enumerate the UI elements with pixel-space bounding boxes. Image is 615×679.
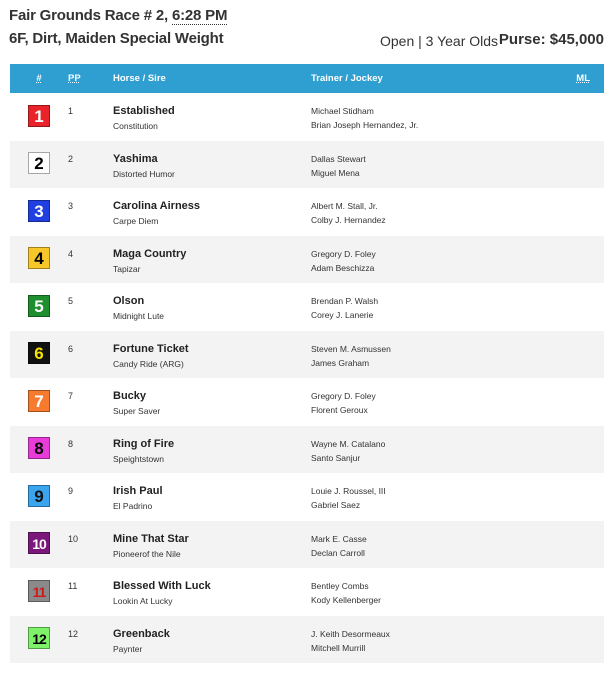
col-header-trainer-jockey: Trainer / Jockey xyxy=(311,73,383,84)
morning-line-odds xyxy=(531,141,604,189)
entry-row xyxy=(10,473,604,521)
morning-line-odds xyxy=(531,236,604,284)
sire-name: Lookin At Lucky xyxy=(113,596,173,606)
col-header-pp[interactable]: PP xyxy=(68,73,81,84)
trainer-name: Brendan P. Walsh xyxy=(311,296,379,306)
morning-line-odds xyxy=(531,378,604,426)
sire-name: Constitution xyxy=(113,121,158,131)
sire-name: El Padrino xyxy=(113,501,153,511)
trainer-name: Louie J. Roussel, III xyxy=(311,486,386,496)
post-position: 6 xyxy=(68,343,74,354)
morning-line-odds xyxy=(531,188,604,236)
post-position: 5 xyxy=(68,296,74,306)
race-header xyxy=(0,0,615,64)
entry-row xyxy=(10,568,604,616)
saddle-cloth-number: 4 xyxy=(28,247,50,269)
horse-name[interactable]: Bucky xyxy=(113,390,147,402)
entry-row xyxy=(10,283,604,331)
jockey-name: Declan Carroll xyxy=(311,547,365,558)
horse-name[interactable]: Irish Paul xyxy=(113,485,163,497)
entry-row xyxy=(10,616,604,664)
race-purse: Purse: $45,000 xyxy=(498,31,604,48)
jockey-name: Mitchell Murrill xyxy=(311,642,366,653)
trainer-name: Dallas Stewart xyxy=(311,153,366,164)
post-position: 3 xyxy=(68,201,74,211)
horse-name[interactable]: Fortune Ticket xyxy=(113,342,189,355)
morning-line-odds xyxy=(531,283,604,331)
saddle-cloth-number: 6 xyxy=(28,342,50,364)
sire-name: Carpe Diem xyxy=(113,216,159,226)
jockey-name: Florent Geroux xyxy=(311,405,368,415)
trainer-name: Wayne M. Catalano xyxy=(311,438,386,449)
saddle-cloth-number: 3 xyxy=(28,200,50,222)
horse-name[interactable]: Greenback xyxy=(113,627,170,640)
race-title xyxy=(9,7,227,24)
sire-name: Super Saver xyxy=(113,406,161,416)
morning-line-odds xyxy=(531,473,604,521)
jockey-name: Gabriel Saez xyxy=(311,500,361,510)
entry-row xyxy=(10,188,604,236)
trainer-name: Bentley Combs xyxy=(311,581,369,591)
race-subtitle: 6F, Dirt, Maiden Special Weight xyxy=(9,30,224,47)
morning-line-odds xyxy=(531,616,604,664)
entry-row xyxy=(10,141,604,189)
post-position: 7 xyxy=(68,391,74,401)
post-position: 9 xyxy=(68,486,74,496)
morning-line-odds xyxy=(531,521,604,569)
saddle-cloth-number: 1 xyxy=(28,105,50,127)
saddle-cloth-number: 11 xyxy=(28,580,50,602)
horse-name[interactable]: Blessed With Luck xyxy=(113,580,211,592)
jockey-name: Brian Joseph Hernandez, Jr. xyxy=(311,120,419,130)
jockey-name: Santo Sanjur xyxy=(311,452,361,463)
entries-table xyxy=(10,64,604,663)
post-position: 10 xyxy=(68,533,79,544)
trainer-name: Albert M. Stall, Jr. xyxy=(311,201,378,211)
trainer-name: Gregory D. Foley xyxy=(311,248,376,259)
col-header-horse-sire: Horse / Sire xyxy=(113,73,166,84)
morning-line-odds xyxy=(531,568,604,616)
sire-name: Candy Ride (ARG) xyxy=(113,358,184,369)
horse-name[interactable]: Carolina Airness xyxy=(113,200,201,212)
post-position: 12 xyxy=(68,628,79,639)
col-header-number[interactable]: # xyxy=(36,73,42,84)
entry-row xyxy=(10,378,604,426)
horse-name[interactable]: Olson xyxy=(113,295,145,307)
sire-name: Tapizar xyxy=(113,263,141,274)
horse-name[interactable]: Yashima xyxy=(113,152,158,165)
saddle-cloth-number: 9 xyxy=(28,485,50,507)
saddle-cloth-number: 8 xyxy=(28,437,50,459)
trainer-name: Michael Stidham xyxy=(311,106,374,116)
morning-line-odds xyxy=(531,331,604,379)
jockey-name: Adam Beschizza xyxy=(311,262,375,273)
horse-name[interactable]: Established xyxy=(113,105,175,117)
morning-line-odds xyxy=(531,426,604,474)
saddle-cloth-number: 10 xyxy=(28,532,50,554)
saddle-cloth-number: 5 xyxy=(28,295,50,317)
race-title-prefix: Fair Grounds Race # 2, xyxy=(9,7,168,24)
trainer-name: Gregory D. Foley xyxy=(311,391,376,401)
jockey-name: Corey J. Lanerie xyxy=(311,310,374,320)
jockey-name: Colby J. Hernandez xyxy=(311,215,386,225)
jockey-name: James Graham xyxy=(311,357,370,368)
sire-name: Distorted Humor xyxy=(113,168,175,179)
saddle-cloth-number: 7 xyxy=(28,390,50,412)
trainer-name: Steven M. Asmussen xyxy=(311,343,391,354)
entry-row xyxy=(10,93,604,141)
horse-name[interactable]: Maga Country xyxy=(113,247,187,260)
entry-row xyxy=(10,521,604,569)
saddle-cloth-number: 12 xyxy=(28,627,50,649)
post-position: 4 xyxy=(68,248,74,259)
sire-name: Speightstown xyxy=(113,453,165,464)
horse-name[interactable]: Mine That Star xyxy=(113,532,189,545)
post-position: 1 xyxy=(68,106,74,116)
sire-name: Pioneerof the Nile xyxy=(113,548,181,559)
sire-name: Midnight Lute xyxy=(113,311,165,321)
race-post-time[interactable]: 6:28 PM xyxy=(171,7,228,24)
morning-line-odds xyxy=(531,93,604,141)
entries-table-header xyxy=(10,64,604,93)
entry-row xyxy=(10,426,604,474)
horse-name[interactable]: Ring of Fire xyxy=(113,437,175,450)
entries-table-body xyxy=(10,93,604,663)
saddle-cloth-number: 2 xyxy=(28,152,50,174)
race-conditions: Open | 3 Year Olds xyxy=(380,33,499,49)
post-position: 2 xyxy=(68,153,74,164)
trainer-name: Mark E. Casse xyxy=(311,533,367,544)
col-header-ml[interactable]: ML xyxy=(576,73,590,84)
jockey-name: Kody Kellenberger xyxy=(311,595,381,605)
post-position: 11 xyxy=(68,581,78,591)
trainer-name: J. Keith Desormeaux xyxy=(311,628,390,639)
entry-row xyxy=(10,331,604,379)
jockey-name: Miguel Mena xyxy=(311,167,360,178)
sire-name: Paynter xyxy=(113,643,143,654)
entry-row xyxy=(10,236,604,284)
post-position: 8 xyxy=(68,438,74,449)
